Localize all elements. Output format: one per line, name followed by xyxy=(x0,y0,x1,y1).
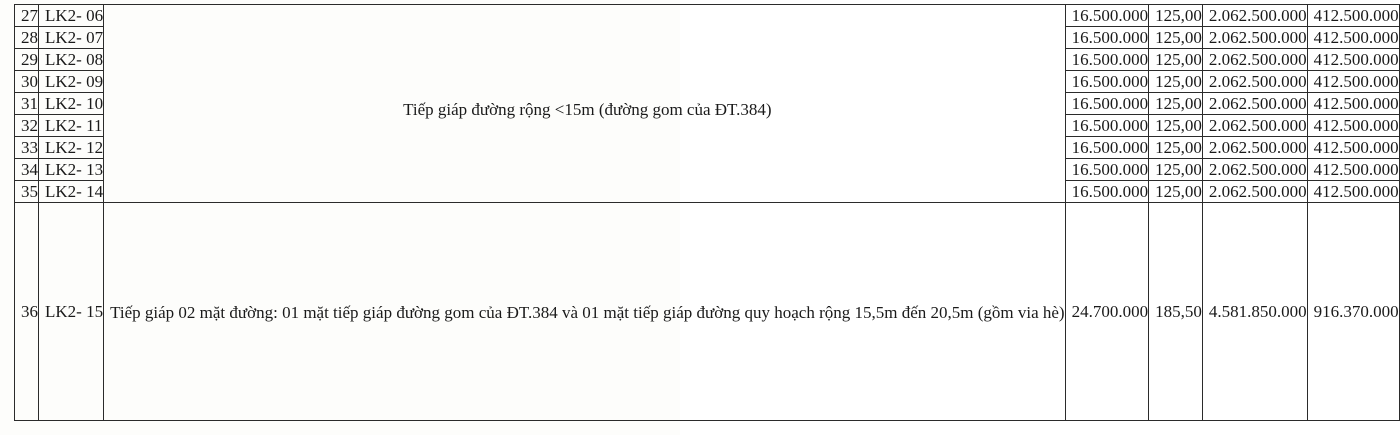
total-price: 2.062.500.000 xyxy=(1202,159,1307,181)
lot-code: LK2- 08 xyxy=(39,49,104,71)
row-number: 31 xyxy=(15,93,39,115)
area: 185,50 xyxy=(1149,203,1203,421)
row-number: 27 xyxy=(15,5,39,27)
row-number: 30 xyxy=(15,71,39,93)
lot-code: LK2- 11 xyxy=(39,115,104,137)
area: 125,00 xyxy=(1149,71,1203,93)
unit-price: 16.500.000 xyxy=(1065,49,1149,71)
total-price: 2.062.500.000 xyxy=(1202,49,1307,71)
lot-code: LK2- 14 xyxy=(39,181,104,203)
total-price: 2.062.500.000 xyxy=(1202,5,1307,27)
unit-price: 16.500.000 xyxy=(1065,181,1149,203)
area: 125,00 xyxy=(1149,159,1203,181)
deposit: 412.500.000 xyxy=(1307,49,1399,71)
row-number: 29 xyxy=(15,49,39,71)
total-price: 2.062.500.000 xyxy=(1202,71,1307,93)
lot-code: LK2- 10 xyxy=(39,93,104,115)
lot-code: LK2- 15 xyxy=(39,203,104,421)
lot-code: LK2- 12 xyxy=(39,137,104,159)
deposit: 916.370.000 xyxy=(1307,203,1399,421)
deposit: 412.500.000 xyxy=(1307,115,1399,137)
total-price: 2.062.500.000 xyxy=(1202,137,1307,159)
row-number: 32 xyxy=(15,115,39,137)
total-price: 2.062.500.000 xyxy=(1202,115,1307,137)
row-number: 28 xyxy=(15,27,39,49)
lot-code: LK2- 06 xyxy=(39,5,104,27)
land-price-table xyxy=(14,4,1400,421)
total-price: 4.581.850.000 xyxy=(1202,203,1307,421)
lot-code: LK2- 09 xyxy=(39,71,104,93)
row-number: 36 xyxy=(15,203,39,421)
deposit: 412.500.000 xyxy=(1307,93,1399,115)
location-description-group-b: Tiếp giáp 02 mặt đường: 01 mặt tiếp giáp đường gom của ĐT.384 và 01 mặt tiếp giáp đường quy hoạch rộng 15,5m đến 20,5m (gồm via hè) xyxy=(104,203,1066,421)
deposit: 412.500.000 xyxy=(1307,71,1399,93)
area: 125,00 xyxy=(1149,93,1203,115)
unit-price: 16.500.000 xyxy=(1065,93,1149,115)
area: 125,00 xyxy=(1149,27,1203,49)
unit-price: 16.500.000 xyxy=(1065,159,1149,181)
area: 125,00 xyxy=(1149,115,1203,137)
unit-price: 16.500.000 xyxy=(1065,71,1149,93)
location-description-group-a: Tiếp giáp đường rộng <15m (đường gom của ĐT.384) xyxy=(104,5,1066,203)
deposit: 412.500.000 xyxy=(1307,159,1399,181)
unit-price: 16.500.000 xyxy=(1065,5,1149,27)
area: 125,00 xyxy=(1149,49,1203,71)
unit-price: 16.500.000 xyxy=(1065,137,1149,159)
deposit: 412.500.000 xyxy=(1307,27,1399,49)
lot-code: LK2- 07 xyxy=(39,27,104,49)
row-number: 34 xyxy=(15,159,39,181)
deposit: 412.500.000 xyxy=(1307,181,1399,203)
row-number: 33 xyxy=(15,137,39,159)
lot-code: LK2- 13 xyxy=(39,159,104,181)
row-number: 35 xyxy=(15,181,39,203)
total-price: 2.062.500.000 xyxy=(1202,27,1307,49)
total-price: 2.062.500.000 xyxy=(1202,93,1307,115)
table-row xyxy=(15,5,1400,27)
total-price: 2.062.500.000 xyxy=(1202,181,1307,203)
deposit: 412.500.000 xyxy=(1307,137,1399,159)
unit-price: 16.500.000 xyxy=(1065,115,1149,137)
unit-price: 16.500.000 xyxy=(1065,27,1149,49)
table-row xyxy=(15,203,1400,421)
area: 125,00 xyxy=(1149,137,1203,159)
area: 125,00 xyxy=(1149,181,1203,203)
area: 125,00 xyxy=(1149,5,1203,27)
deposit: 412.500.000 xyxy=(1307,5,1399,27)
unit-price: 24.700.000 xyxy=(1065,203,1149,421)
